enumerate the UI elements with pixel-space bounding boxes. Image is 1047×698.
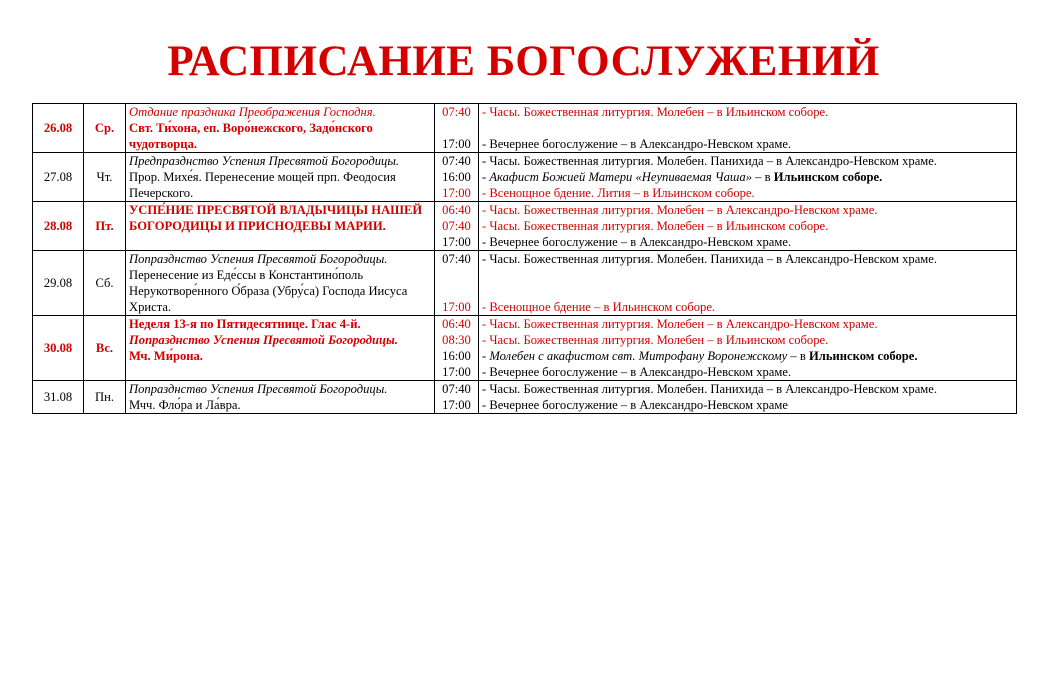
feast-cell [126, 202, 435, 251]
service-cell [479, 251, 1017, 316]
service-line: - Вечернее богослужение – в Александро-Невском храме. [482, 365, 792, 379]
feast-cell [126, 153, 435, 202]
feast-line: УСПЕ́НИЕ ПРЕСВЯТОЙ ВЛАДЫЧИЦЫ НАШЕЙ БОГОРОДИЦЫ И ПРИСНОДЕВЫ МАРИИ. [129, 203, 423, 233]
time-value: 06:40 [442, 317, 471, 331]
time-cell [435, 202, 479, 251]
table-row [33, 153, 1017, 202]
service-line: - Часы. Божественная литургия. Молебен – в Ильинском соборе. [482, 105, 829, 119]
service-cell [479, 381, 1017, 414]
date-cell: 26.08 [33, 104, 84, 153]
table-row [33, 104, 1017, 153]
feast-line: Мч. Ми́рона. [129, 349, 203, 363]
time-value: 07:40 [442, 382, 471, 396]
time-value: 07:40 [442, 154, 471, 168]
service-line: - Часы. Божественная литургия. Молебен. Панихида – в Александро-Невском храме. [482, 154, 938, 168]
service-line: - Всенощное бдение. Лития – в Ильинском соборе. [482, 186, 755, 200]
time-value: 07:40 [442, 252, 471, 266]
weekday-cell: Пн. [84, 381, 126, 414]
page-title: РАСПИСАНИЕ БОГОСЛУЖЕНИЙ [167, 38, 880, 85]
feast-line: Предпразднство Успения Пресвятой Богородицы. [129, 154, 400, 168]
feast-line: Отдание праздника Преображения Господня. [129, 105, 376, 119]
time-value: 17:00 [442, 235, 471, 249]
time-value: 17:00 [442, 300, 471, 314]
time-value: 17:00 [442, 365, 471, 379]
time-value: 17:00 [442, 398, 471, 412]
date-cell: 28.08 [33, 202, 84, 251]
time-value: 17:00 [442, 137, 471, 151]
date-cell: 29.08 [33, 251, 84, 316]
weekday-cell: Чт. [84, 153, 126, 202]
feast-line: Перенесение из Еде́ссы в Константино́поль Нерукотворе́нного О́браза (Убру́са) Господа Иисуса Христа. [129, 268, 408, 314]
time-value: 16:00 [442, 170, 471, 184]
service-line: - Молебен с акафистом свт. Митрофану Воронежскому – в Ильинском соборе. [482, 349, 918, 363]
service-line: - Часы. Божественная литургия. Молебен. Панихида – в Александро-Невском храме. [482, 382, 938, 396]
feast-line: Попразднство Успения Пресвятой Богородицы. [129, 382, 388, 396]
time-cell [435, 153, 479, 202]
time-value: 06:40 [442, 203, 471, 217]
service-line: - Акафист Божией Матери «Неупиваемая Чаша» – в Ильинском соборе. [482, 170, 883, 184]
service-line: - Часы. Божественная литургия. Молебен – в Ильинском соборе. [482, 219, 829, 233]
schedule-table [32, 103, 1017, 414]
time-cell [435, 251, 479, 316]
feast-line: Мчч. Фло́ра и Ла́вра. [129, 398, 241, 412]
date-cell: 31.08 [33, 381, 84, 414]
time-value: 07:40 [442, 105, 471, 119]
time-cell [435, 381, 479, 414]
feast-cell [126, 251, 435, 316]
service-cell [479, 104, 1017, 153]
feast-cell [126, 381, 435, 414]
feast-line: Неделя 13-я по Пятидесятнице. Глас 4-й. [129, 317, 361, 331]
time-cell [435, 316, 479, 381]
feast-cell [126, 316, 435, 381]
time-value: 16:00 [442, 349, 471, 363]
service-line: - Вечернее богослужение – в Александро-Невском храме. [482, 235, 792, 249]
time-value: 08:30 [442, 333, 471, 347]
service-line: - Часы. Божественная литургия. Молебен – в Александро-Невском храме. [482, 317, 878, 331]
date-cell: 30.08 [33, 316, 84, 381]
service-line: - Часы. Божественная литургия. Молебен – в Александро-Невском храме. [482, 203, 878, 217]
service-line: - Всенощное бдение – в Ильинском соборе. [482, 300, 716, 314]
feast-line: Прор. Михе́я. Перенесение мощей прп. Феодосия Печерского. [129, 170, 396, 200]
table-row [33, 251, 1017, 316]
weekday-cell: Вс. [84, 316, 126, 381]
service-cell [479, 153, 1017, 202]
time-value: 17:00 [442, 186, 471, 200]
feast-line: Свт. Ти́хона, еп. Воро́нежского, Задо́нского чудотворца. [129, 121, 373, 151]
table-row [33, 381, 1017, 414]
weekday-cell: Сб. [84, 251, 126, 316]
service-line: - Вечернее богослужение – в Александро-Невском храме. [482, 137, 792, 151]
weekday-cell: Пт. [84, 202, 126, 251]
service-cell [479, 316, 1017, 381]
date-cell: 27.08 [33, 153, 84, 202]
feast-line: Попразднство Успения Пресвятой Богородицы. [129, 252, 388, 266]
service-line: - Вечернее богослужение – в Александро-Невском храме [482, 398, 788, 412]
service-line: - Часы. Божественная литургия. Молебен. Панихида – в Александро-Невском храме. [482, 252, 938, 266]
feast-line: Попразднство Успения Пресвятой Богородицы. [129, 333, 398, 347]
table-row [33, 316, 1017, 381]
weekday-cell: Ср. [84, 104, 126, 153]
time-cell [435, 104, 479, 153]
service-line: - Часы. Божественная литургия. Молебен – в Ильинском соборе. [482, 333, 829, 347]
table-row [33, 202, 1017, 251]
service-cell [479, 202, 1017, 251]
feast-cell [126, 104, 435, 153]
time-value: 07:40 [442, 219, 471, 233]
